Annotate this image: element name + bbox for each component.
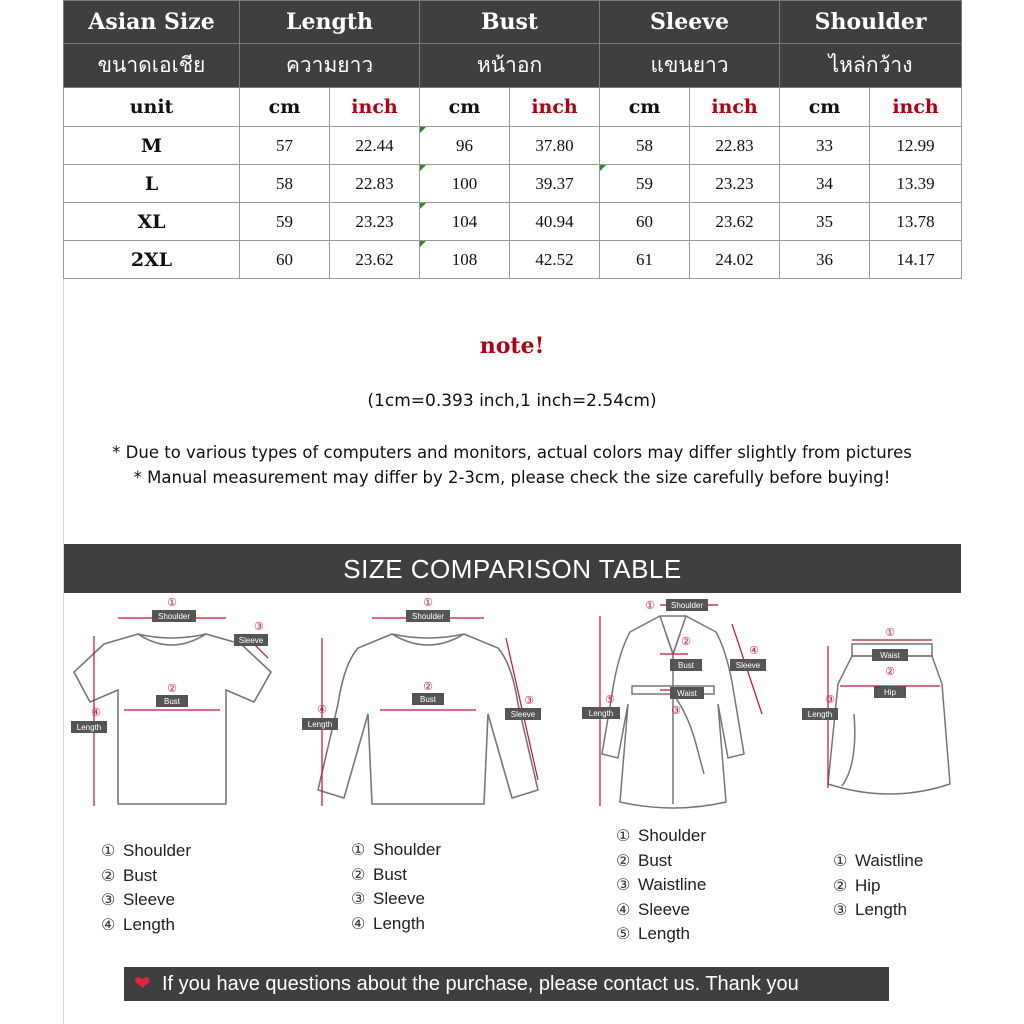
legend-item: ③ Sleeve: [101, 890, 175, 909]
length-inch-cell: 23.62: [330, 241, 420, 279]
longsleeve-sleeve-num: ③: [524, 694, 534, 707]
shoulder-cm-cell: 36: [780, 241, 870, 279]
skirt-length-tag: Length: [807, 710, 833, 719]
legend-item: ② Bust: [351, 864, 408, 884]
shoulder-cm-cell: 33: [780, 127, 870, 165]
shoulder-cm-cell: 35: [780, 203, 870, 241]
coat-waist-tag: Waist: [677, 689, 697, 698]
header-bust: Bust: [420, 1, 600, 44]
legend-item: ① Waistline: [833, 851, 924, 870]
unit-cm: cm: [780, 88, 870, 127]
bust-cm-cell: 108: [420, 241, 510, 279]
longsleeve-shoulder-tag: Shoulder: [411, 612, 445, 621]
bust-cm-cell: 100: [420, 165, 510, 203]
thai-header-row: [64, 44, 962, 88]
thai-header-bust: หน้าอก: [420, 44, 600, 88]
legend-item: ④ Length: [351, 913, 425, 933]
unit-label: unit: [64, 88, 240, 127]
legend-item: ② Bust: [101, 865, 158, 885]
skirt-hip-num: ②: [885, 665, 895, 678]
tshirt-bust-num: ②: [167, 682, 177, 695]
longsleeve-sleeve-tag: Sleeve: [510, 710, 536, 719]
longsleeve-bust-tag: Bust: [419, 695, 437, 704]
longsleeve-shoulder-num: ①: [423, 596, 433, 609]
sleeve-inch-cell: 23.62: [690, 203, 780, 241]
skirt-legend: [833, 851, 923, 925]
unit-cm: cm: [240, 88, 330, 127]
coat-bust-tag: Bust: [677, 661, 695, 670]
coat-sleeve-num: ④: [749, 644, 759, 657]
note-title: note!: [479, 333, 545, 359]
length-inch-cell: 23.23: [330, 203, 420, 241]
unit-inch: inch: [510, 88, 600, 127]
unit-cm: cm: [420, 88, 510, 127]
conversion-note: (1cm=0.393 inch,1 inch=2.54cm): [367, 391, 657, 411]
bust-inch-cell: 40.94: [510, 203, 600, 241]
legend-item: ④ Length: [101, 914, 175, 934]
tshirt-outline: [74, 634, 271, 804]
tshirt-shoulder-num: ①: [167, 596, 177, 609]
longsleeve-legend: [351, 840, 441, 938]
unit-cm: cm: [600, 88, 690, 127]
shoulder-inch-cell: 13.39: [870, 165, 962, 203]
tshirt-diagram: [66, 594, 276, 819]
coat-waist-num: ③: [671, 704, 681, 717]
longsleeve-bust-num: ②: [423, 680, 433, 693]
header-shoulder: Shoulder: [780, 1, 962, 44]
legend-item: ① Shoulder: [616, 826, 707, 845]
size-comparison-banner: SIZE COMPARISON TABLE: [64, 544, 961, 593]
table-row: [64, 241, 962, 279]
longsleeve-diagram: [300, 594, 550, 819]
unit-row: [64, 88, 962, 127]
shoulder-cm-cell: 34: [780, 165, 870, 203]
unit-inch: inch: [330, 88, 420, 127]
longsleeve-length-tag: Length: [307, 720, 333, 729]
legend-item: ① Shoulder: [351, 840, 442, 859]
coat-sleeve-tag: Sleeve: [735, 661, 761, 670]
length-inch-cell: 22.83: [330, 165, 420, 203]
skirt-diagram: [798, 594, 958, 819]
longsleeve-length-num: ④: [317, 703, 327, 716]
legend-item: ① Shoulder: [101, 841, 192, 860]
sleeve-inch-cell: 23.23: [690, 165, 780, 203]
legend-item: ⑤ Length: [616, 924, 690, 943]
coat-shoulder-num: ①: [645, 599, 655, 612]
bust-inch-cell: 42.52: [510, 241, 600, 279]
coat-diagram: [578, 594, 778, 819]
tshirt-length-num: ④: [91, 706, 101, 719]
measurement-disclaimer: * Manual measurement may differ by 2-3cm, please check the size carefully before buying!: [133, 468, 891, 487]
tshirt-sleeve-tag: Sleeve: [238, 636, 264, 645]
size-cell: M: [64, 127, 240, 165]
contact-bar: [124, 967, 889, 1001]
coat-shoulder-tag: Shoulder: [670, 601, 704, 610]
length-cm-cell: 60: [240, 241, 330, 279]
contact-text: If you have questions about the purchase, please contact us. Thank you: [162, 973, 799, 995]
header-size: Asian Size: [64, 1, 240, 44]
length-cm-cell: 57: [240, 127, 330, 165]
table-row: [64, 203, 962, 241]
skirt-waist-tag: Waist: [880, 651, 900, 660]
header-sleeve: Sleeve: [600, 1, 780, 44]
tshirt-sleeve-num: ③: [254, 620, 264, 633]
length-cm-cell: 58: [240, 165, 330, 203]
sleeve-cm-cell: 60: [600, 203, 690, 241]
skirt-length-num: ③: [825, 693, 835, 706]
heart-icon: ❤: [134, 973, 151, 995]
tshirt-bust-tag: Bust: [163, 697, 181, 706]
color-disclaimer: * Due to various types of computers and monitors, actual colors may differ slightly from pictures: [112, 443, 912, 462]
legend-item: ③ Sleeve: [351, 889, 425, 908]
sleeve-cm-cell: 59: [600, 165, 690, 203]
unit-inch: inch: [870, 88, 962, 127]
legend-item: ③ Waistline: [616, 875, 707, 894]
coat-length-num: ⑤: [605, 693, 615, 706]
thai-header-shoulder: ไหล่กว้าง: [780, 44, 962, 88]
size-cell: 2XL: [64, 241, 240, 279]
coat-bust-num: ②: [681, 635, 691, 648]
shoulder-inch-cell: 12.99: [870, 127, 962, 165]
size-cell: L: [64, 165, 240, 203]
size-table: [63, 0, 962, 279]
tshirt-shoulder-tag: Shoulder: [157, 612, 191, 621]
unit-inch: inch: [690, 88, 780, 127]
shoulder-inch-cell: 13.78: [870, 203, 962, 241]
bust-inch-cell: 39.37: [510, 165, 600, 203]
header-length: Length: [240, 1, 420, 44]
legend-item: ③ Length: [833, 900, 907, 919]
legend-item: ② Bust: [616, 850, 673, 870]
legend-item: ② Hip: [833, 875, 881, 895]
coat-length-tag: Length: [588, 709, 614, 718]
sleeve-cm-cell: 61: [600, 241, 690, 279]
sleeve-inch-cell: 22.83: [690, 127, 780, 165]
bust-cm-cell: 104: [420, 203, 510, 241]
length-inch-cell: 22.44: [330, 127, 420, 165]
coat-legend: [616, 826, 706, 949]
length-cm-cell: 59: [240, 203, 330, 241]
size-cell: XL: [64, 203, 240, 241]
thai-header-length: ความยาว: [240, 44, 420, 88]
sleeve-inch-cell: 24.02: [690, 241, 780, 279]
skirt-hip-tag: Hip: [883, 688, 897, 697]
tshirt-length-tag: Length: [76, 723, 102, 732]
header-row: [64, 1, 962, 44]
bust-inch-cell: 37.80: [510, 127, 600, 165]
legend-item: ④ Sleeve: [616, 899, 690, 919]
thai-header-sleeve: แขนยาว: [600, 44, 780, 88]
bust-cm-cell: 96: [420, 127, 510, 165]
tshirt-legend: [101, 841, 191, 939]
table-row: [64, 127, 962, 165]
sleeve-cm-cell: 58: [600, 127, 690, 165]
shoulder-inch-cell: 14.17: [870, 241, 962, 279]
table-row: [64, 165, 962, 203]
skirt-waist-num: ①: [885, 626, 895, 639]
thai-header-size: ขนาดเอเชีย: [64, 44, 240, 88]
